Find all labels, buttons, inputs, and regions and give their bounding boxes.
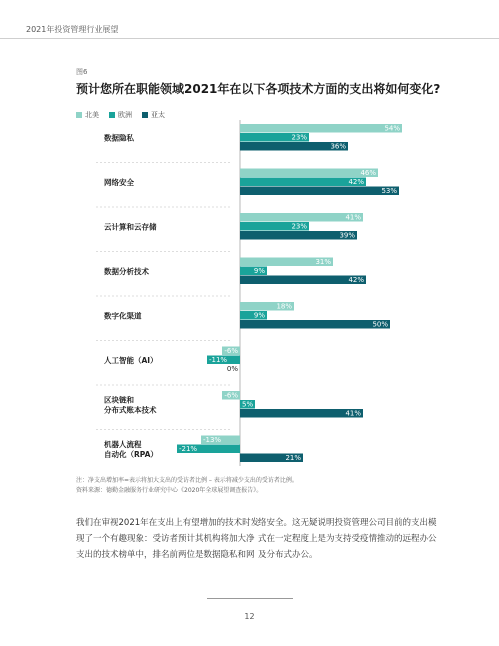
body-text-left bbox=[76, 515, 276, 563]
page-header: 2021年投资管理行业展望 bbox=[26, 25, 119, 34]
data-label: 41% bbox=[345, 409, 361, 418]
category-label: 数字化渠道 bbox=[104, 311, 142, 321]
body-text-right bbox=[258, 515, 458, 563]
data-label: -6% bbox=[224, 391, 238, 400]
data-label: 23% bbox=[291, 222, 307, 231]
bar bbox=[240, 124, 402, 133]
category-label: 机器人流程 bbox=[104, 440, 142, 449]
data-label: 36% bbox=[330, 142, 346, 151]
data-label: 42% bbox=[348, 276, 364, 284]
data-label: 9% bbox=[253, 311, 265, 320]
body-line: 我们在审视2021年在支出上有望增加的技术时发 bbox=[76, 518, 260, 528]
source-line: 资料来源：德勤金融服务行业研究中心《2020年全球展望调查报告》。 bbox=[76, 487, 263, 494]
data-label: 5% bbox=[242, 400, 254, 409]
category-label: 网络安全 bbox=[104, 178, 134, 187]
data-label: 9% bbox=[253, 267, 265, 275]
bar bbox=[240, 169, 378, 178]
category-label: 区块链和 bbox=[104, 395, 134, 405]
legend-label: 欧洲 bbox=[118, 111, 132, 119]
data-label: -11% bbox=[209, 356, 228, 364]
data-label: -21% bbox=[179, 445, 198, 453]
note-line: 注：净支出增加率=表示将加大支出的受访者比例 – 表示将减少支出的受访者比例。 bbox=[76, 477, 298, 484]
chart-notes bbox=[76, 476, 436, 496]
category-label: 数据分析技术 bbox=[104, 267, 149, 276]
data-label: 46% bbox=[360, 169, 376, 177]
body-line: 现了一个有趣现象：受访者预计其机构将加大净 bbox=[76, 534, 255, 544]
category-label: 分布式账本技术 bbox=[104, 405, 157, 415]
category-label: 自动化（RPA） bbox=[104, 450, 158, 459]
data-label: 50% bbox=[372, 320, 388, 329]
body-line: 及分布式办公。 bbox=[258, 550, 318, 560]
figure-title: 预计您所在职能领域2021年在以下各项技术方面的支出将如何变化? bbox=[76, 82, 441, 96]
data-label: -13% bbox=[203, 436, 222, 444]
data-label: 53% bbox=[381, 187, 397, 195]
data-label: 23% bbox=[291, 133, 307, 142]
bar-chart bbox=[0, 118, 499, 470]
bar bbox=[240, 320, 390, 329]
bar bbox=[240, 276, 366, 285]
header-divider bbox=[0, 38, 499, 39]
data-label: -6% bbox=[224, 347, 238, 355]
data-label: 21% bbox=[285, 454, 301, 462]
legend-label: 亚太 bbox=[151, 111, 165, 119]
category-label: 数据隐私 bbox=[104, 133, 134, 143]
data-label: 31% bbox=[315, 258, 331, 266]
page-number: 12 bbox=[244, 612, 255, 621]
bar bbox=[240, 178, 366, 187]
category-label: 云计算和云存储 bbox=[104, 222, 157, 232]
data-label: 54% bbox=[384, 124, 400, 133]
bar bbox=[240, 187, 399, 196]
figure-label: 图6 bbox=[76, 68, 88, 76]
legend-label: 北美 bbox=[85, 111, 99, 119]
body-line: 络安全。这无疑说明投资管理公司目前的支出模 bbox=[258, 518, 437, 528]
data-label: 42% bbox=[348, 178, 364, 186]
body-line: 式在一定程度上是为支持受疫情推动的远程办公 bbox=[258, 534, 437, 544]
data-label: 41% bbox=[345, 213, 361, 222]
body-line: 支出的技术榜单中，排名前两位是数据隐私和网 bbox=[76, 550, 255, 560]
data-label: 0% bbox=[226, 365, 238, 373]
category-label: 人工智能（AI） bbox=[104, 356, 158, 365]
footer-divider bbox=[207, 598, 293, 599]
data-label: 39% bbox=[339, 231, 355, 240]
data-label: 18% bbox=[276, 302, 292, 311]
